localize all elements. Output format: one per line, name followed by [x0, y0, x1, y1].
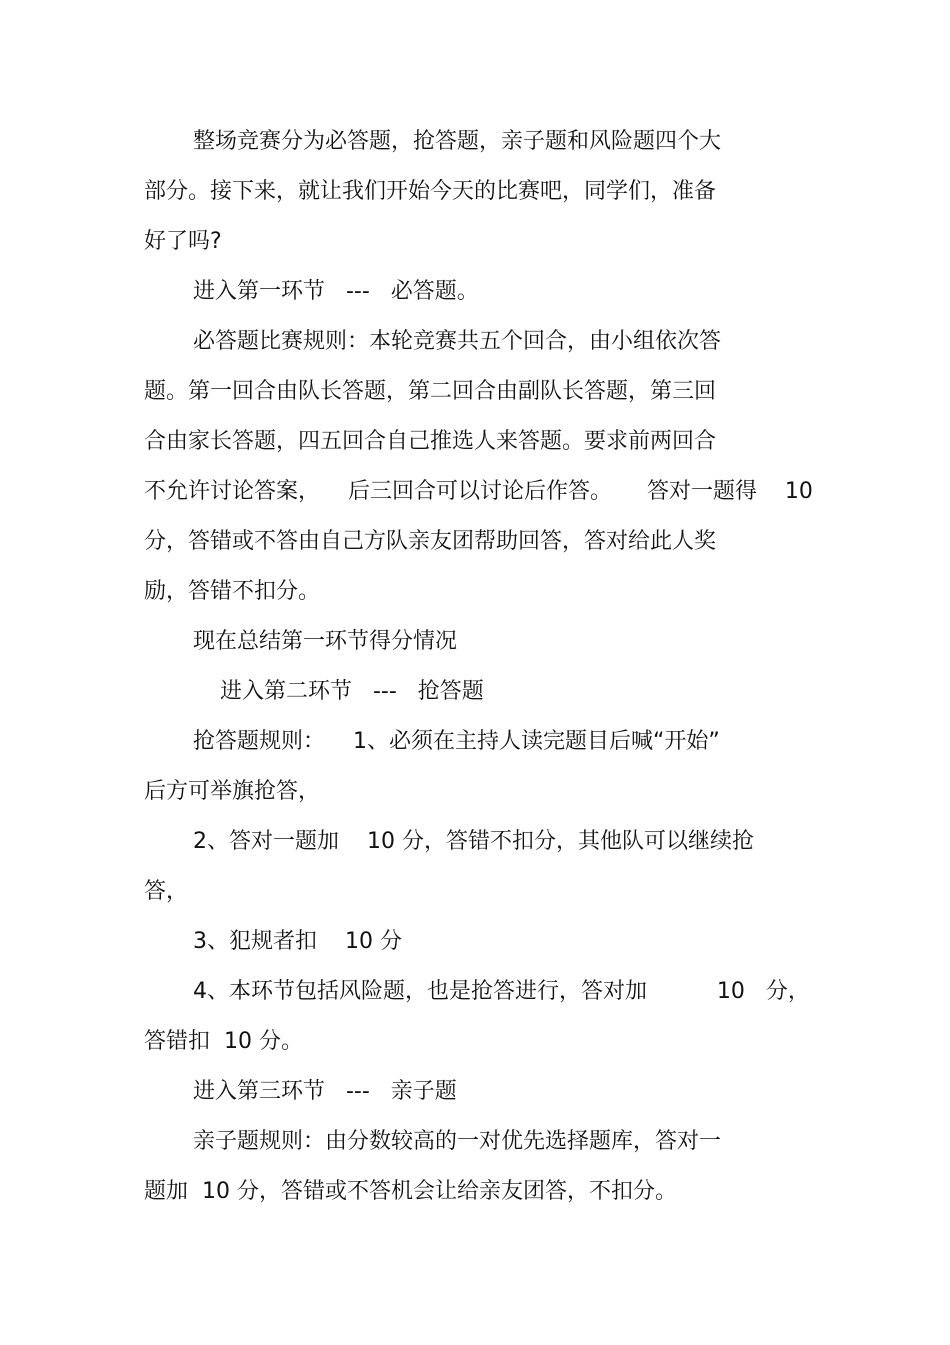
paragraph-round-1-rules-line-5: 分，答错或不答由自己方队亲友团帮助回答，答对给此人奖	[144, 529, 717, 554]
paragraph-round-2-rule-1-line-2: 后方可举旗抢答，	[144, 779, 321, 804]
paragraph-round-2-rule-3: 3、犯规者扣 10 分	[193, 929, 402, 954]
paragraph-round-2-rule-4-line-2: 答错扣 10 分。	[144, 1029, 303, 1054]
paragraph-round-1-rules-line-1: 必答题比赛规则：本轮竞赛共五个回合，由小组依次答	[193, 329, 722, 354]
paragraph-round-3-rules-line-1: 亲子题规则：由分数较高的一对优先选择题库，答对一	[193, 1129, 722, 1154]
paragraph-round-2-rule-4-line-1: 4、本环节包括风险题，也是抢答进行，答对加 10 分，	[193, 979, 810, 1004]
paragraph-round-2-rule-1-line-1: 抢答题规则： 1、必须在主持人读完题目后喊“开始”	[193, 729, 720, 754]
paragraph-intro-line-3: 好了吗?	[144, 229, 222, 254]
section-heading-round-2: 进入第二环节 --- 抢答题	[220, 679, 484, 704]
paragraph-round-1-rules-line-6: 励，答错不扣分。	[144, 579, 321, 604]
paragraph-round-1-rules-line-4: 不允许讨论答案， 后三回合可以讨论后作答。 答对一题得 10	[144, 479, 813, 504]
paragraph-round-1-rules-line-3: 合由家长答题，四五回合自己推选人来答题。要求前两回合	[144, 429, 717, 454]
section-heading-round-3: 进入第三环节 --- 亲子题	[193, 1079, 457, 1104]
paragraph-round-2-rule-2-line-1: 2、答对一题加 10 分，答错不扣分，其他队可以继续抢	[193, 829, 754, 854]
paragraph-round-1-summary: 现在总结第一环节得分情况	[193, 629, 458, 654]
paragraph-round-3-rules-line-2: 题加 10 分，答错或不答机会让给亲友团答，不扣分。	[144, 1179, 677, 1204]
section-heading-round-1: 进入第一环节 --- 必答题。	[193, 279, 479, 304]
paragraph-round-2-rule-2-line-2: 答，	[144, 879, 189, 904]
paragraph-round-1-rules-line-2: 题。第一回合由队长答题，第二回合由副队长答题，第三回	[144, 379, 717, 404]
paragraph-intro-line-1: 整场竞赛分为必答题，抢答题，亲子题和风险题四个大	[193, 129, 722, 154]
paragraph-intro-line-2: 部分。接下来，就让我们开始今天的比赛吧，同学们，准备	[144, 179, 717, 204]
